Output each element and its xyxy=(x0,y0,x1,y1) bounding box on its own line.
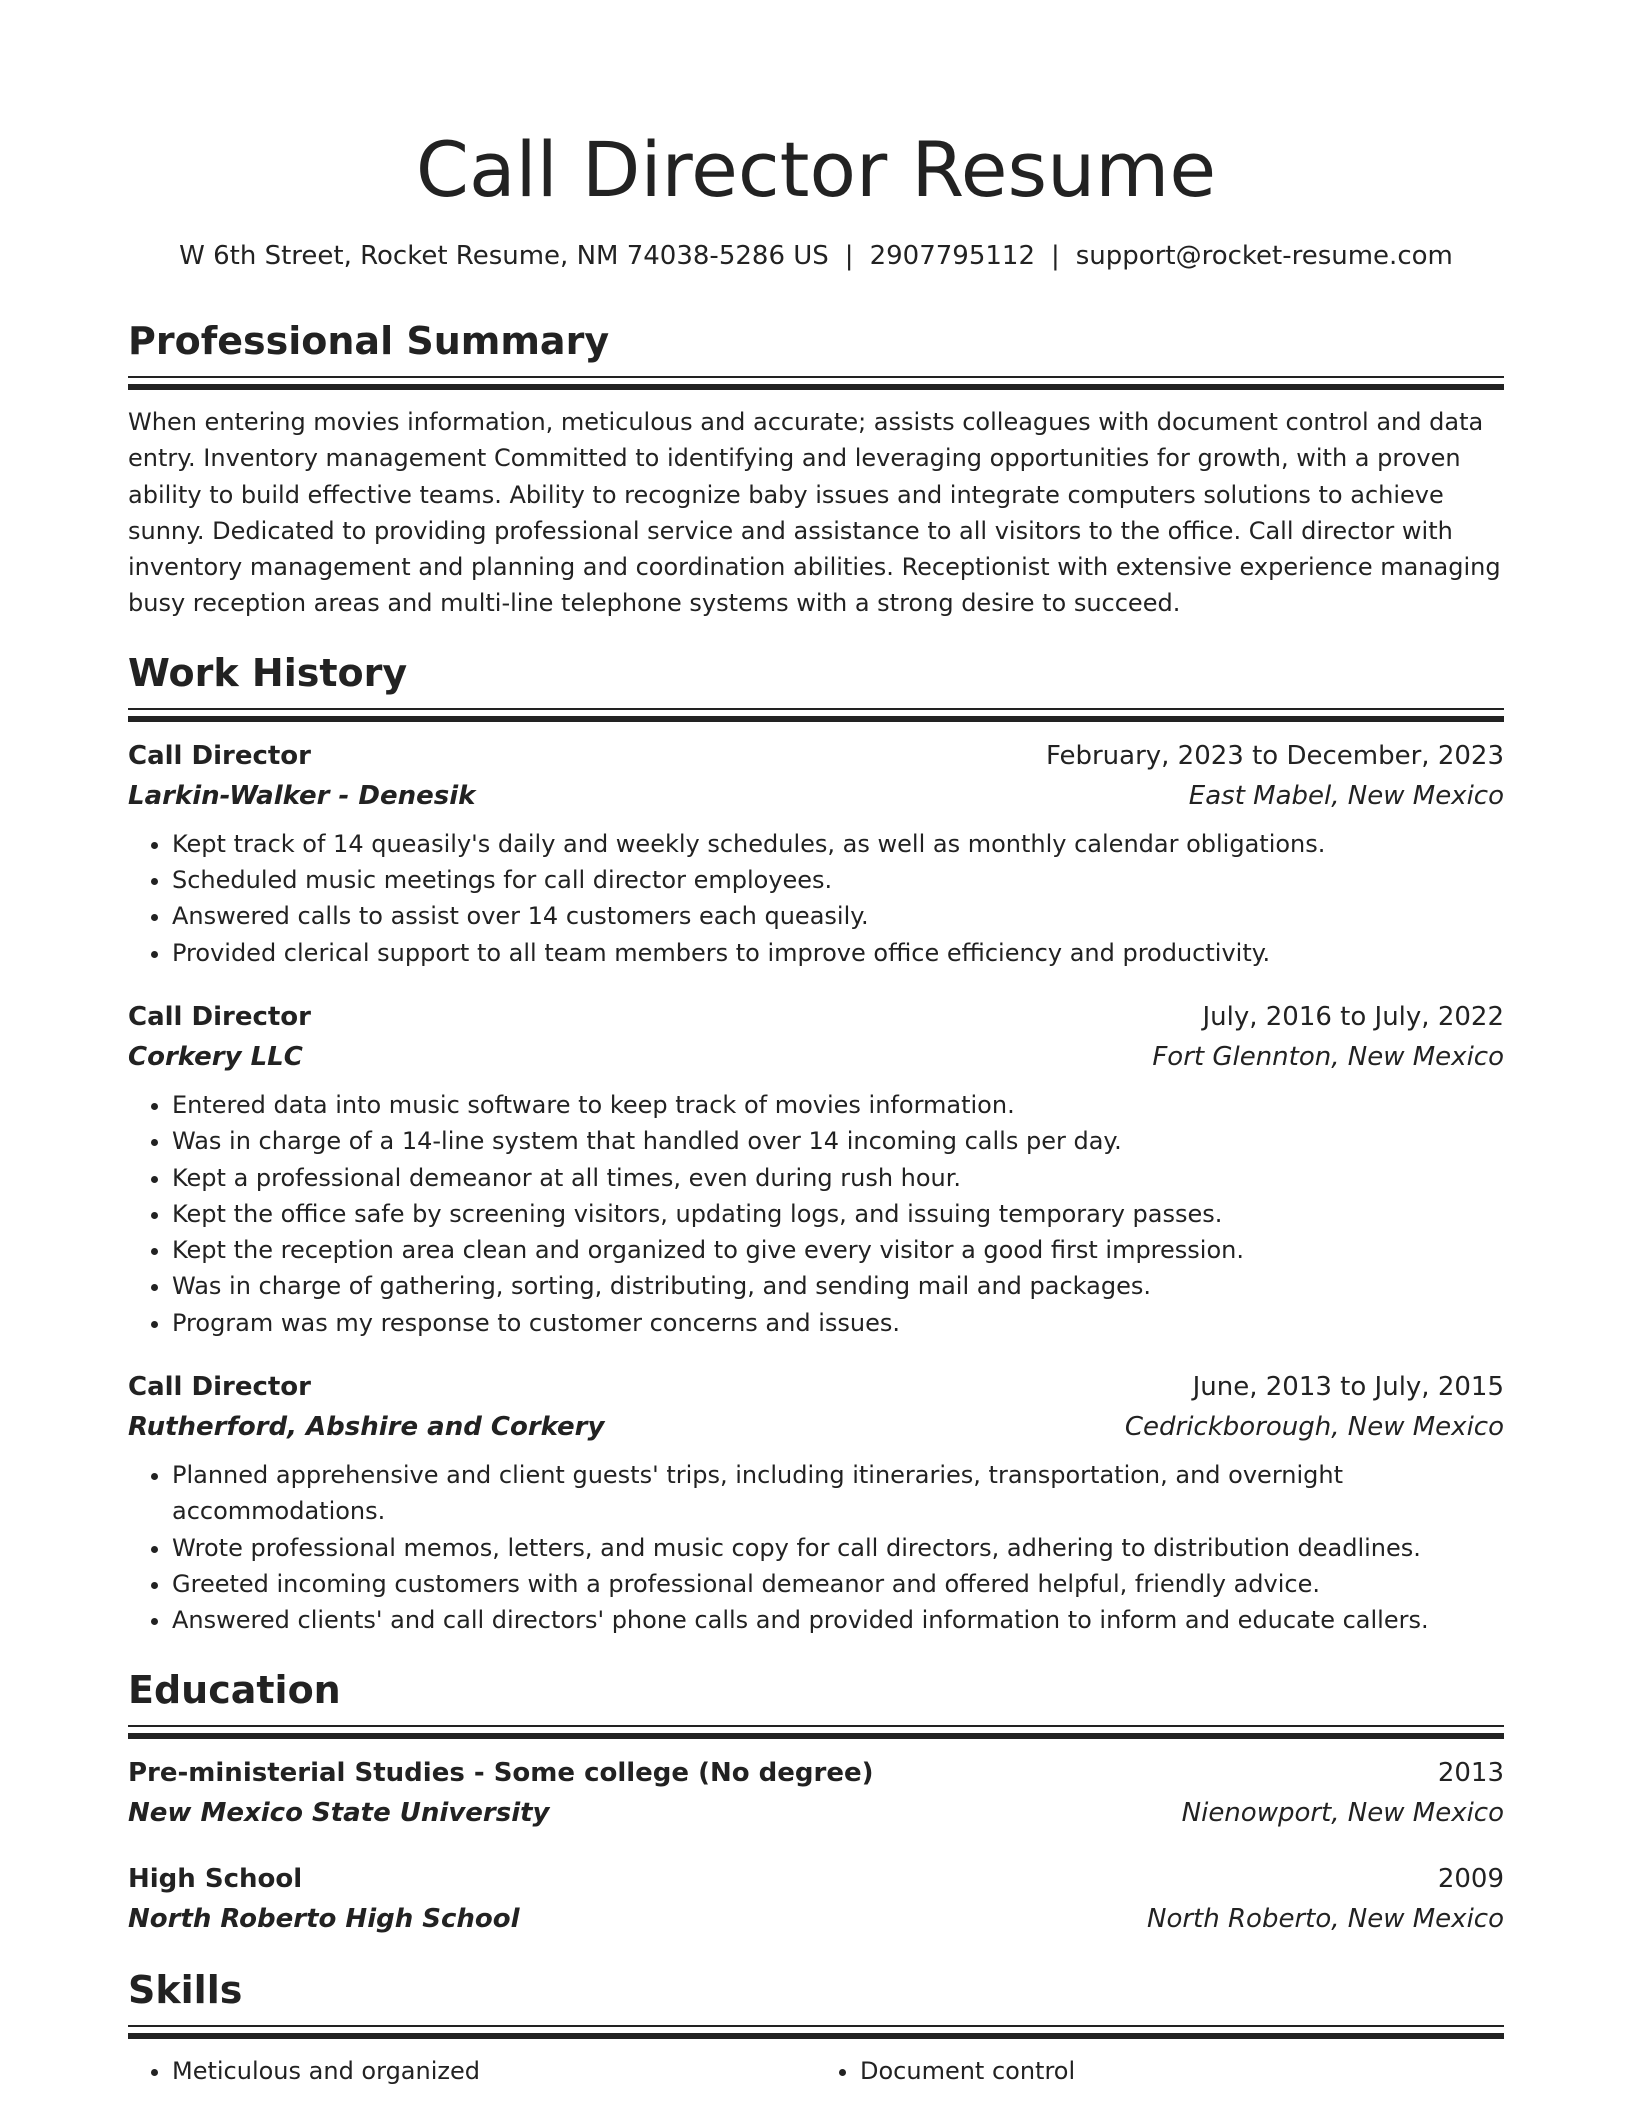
education-degree: Pre-ministerial Studies - Some college (No degree) xyxy=(128,1757,874,1788)
job-entry xyxy=(128,736,1504,971)
job-bullets xyxy=(128,826,1504,971)
job-bullet: • Was in charge of a 14-line system that handled over 14 incoming calls per day. xyxy=(172,1123,1504,1159)
job-bullet: • Kept the office safe by screening visitors, updating logs, and issuing temporary passes. xyxy=(172,1196,1504,1232)
skill-item: • Document control xyxy=(860,2053,1504,2089)
summary-heading: Professional Summary xyxy=(128,319,610,363)
section-divider xyxy=(128,376,1504,390)
job-title: Call Director xyxy=(128,740,311,771)
contact-phone: 2907795112 xyxy=(869,241,1035,271)
job-bullet: • Answered calls to assist over 14 customers each queasily. xyxy=(172,898,1504,934)
job-bullet: • Was in charge of gathering, sorting, distributing, and sending mail and packages. xyxy=(172,1268,1504,1304)
education-entry xyxy=(128,1753,1504,1833)
contact-line xyxy=(0,238,1632,274)
education-year: 2013 xyxy=(1437,1757,1504,1788)
job-bullet: • Kept the reception area clean and organized to give every visitor a good first impression. xyxy=(172,1232,1504,1268)
education-degree: High School xyxy=(128,1863,303,1894)
job-entry xyxy=(128,1367,1504,1638)
education-location: North Roberto, New Mexico xyxy=(1147,1903,1504,1934)
skills-heading: Skills xyxy=(128,1967,243,2012)
contact-separator: | xyxy=(844,241,854,271)
job-bullet: • Answered clients' and call directors' phone calls and provided information to inform and educate callers. xyxy=(172,1602,1504,1638)
education-year: 2009 xyxy=(1437,1863,1504,1894)
education-location: Nienowport, New Mexico xyxy=(1181,1797,1504,1828)
job-bullet: • Wrote professional memos, letters, and music copy for call directors, adhering to distribution deadlines. xyxy=(172,1530,1504,1566)
job-location: Cedrickborough, New Mexico xyxy=(1124,1412,1504,1443)
job-title: Call Director xyxy=(128,1001,311,1032)
summary-text: When entering movies information, meticulous and accurate; assists colleagues with document control and data entry. Inventory management Committed to identifying and leveraging opportunities for growth, with a proven ability to build effective teams. Ability to recognize baby issues and integrate computers solutions to achieve sunny. Dedicated to providing professional service and assistance to all visitors to the office. Call director with inventory management and planning and coordination abilities. Receptionist with extensive experience managing busy reception areas and multi-line telephone systems with a strong desire to succeed. xyxy=(128,408,1501,618)
job-bullet: • Provided clerical support to all team members to improve office efficiency and productivity. xyxy=(172,935,1504,971)
education-school: North Roberto High School xyxy=(128,1903,520,1934)
work-history-heading: Work History xyxy=(128,650,408,695)
job-company: Rutherford, Abshire and Corkery xyxy=(128,1412,605,1443)
contact-address: W 6th Street, Rocket Resume, NM 74038-5286 US xyxy=(179,241,829,271)
job-bullet: • Program was my response to customer concerns and issues. xyxy=(172,1305,1504,1341)
job-bullet: • Greeted incoming customers with a professional demeanor and offered helpful, friendly advice. xyxy=(172,1566,1504,1602)
education-school: New Mexico State University xyxy=(128,1797,550,1828)
job-location: Fort Glennton, New Mexico xyxy=(1152,1041,1504,1072)
education-heading: Education xyxy=(128,1667,341,1712)
job-title: Call Director xyxy=(128,1372,311,1403)
job-entry xyxy=(128,997,1504,1341)
resume-content xyxy=(128,316,1504,2089)
job-dates: July, 2016 to July, 2022 xyxy=(1202,1001,1504,1032)
job-bullet: • Kept track of 14 queasily's daily and weekly schedules, as well as monthly calendar obligations. xyxy=(172,826,1504,862)
section-divider xyxy=(128,2025,1504,2039)
job-company: Corkery LLC xyxy=(128,1041,303,1072)
skills-list xyxy=(128,2053,1504,2089)
job-dates: June, 2013 to July, 2015 xyxy=(1192,1372,1504,1403)
job-bullets xyxy=(128,1087,1504,1341)
job-location: East Mabel, New Mexico xyxy=(1188,780,1504,811)
job-bullets xyxy=(128,1457,1504,1638)
job-company: Larkin-Walker - Denesik xyxy=(128,780,476,811)
job-bullet: • Kept a professional demeanor at all times, even during rush hour. xyxy=(172,1160,1504,1196)
contact-separator: | xyxy=(1050,241,1060,271)
skills-column-right xyxy=(816,2053,1504,2089)
section-divider xyxy=(128,708,1504,722)
contact-email: support@rocket-resume.com xyxy=(1075,241,1453,271)
resume-title: Call Director Resume xyxy=(415,125,1217,214)
education-entry xyxy=(128,1859,1504,1939)
job-bullet: • Planned apprehensive and client guests' trips, including itineraries, transportation, and overnight accommodations. xyxy=(172,1457,1504,1530)
job-bullet: • Scheduled music meetings for call director employees. xyxy=(172,862,1504,898)
job-bullet: • Entered data into music software to keep track of movies information. xyxy=(172,1087,1504,1123)
skill-item: • Meticulous and organized xyxy=(172,2053,816,2089)
section-divider xyxy=(128,1725,1504,1739)
skills-column-left xyxy=(128,2053,816,2089)
job-dates: February, 2023 to December, 2023 xyxy=(1045,740,1504,771)
